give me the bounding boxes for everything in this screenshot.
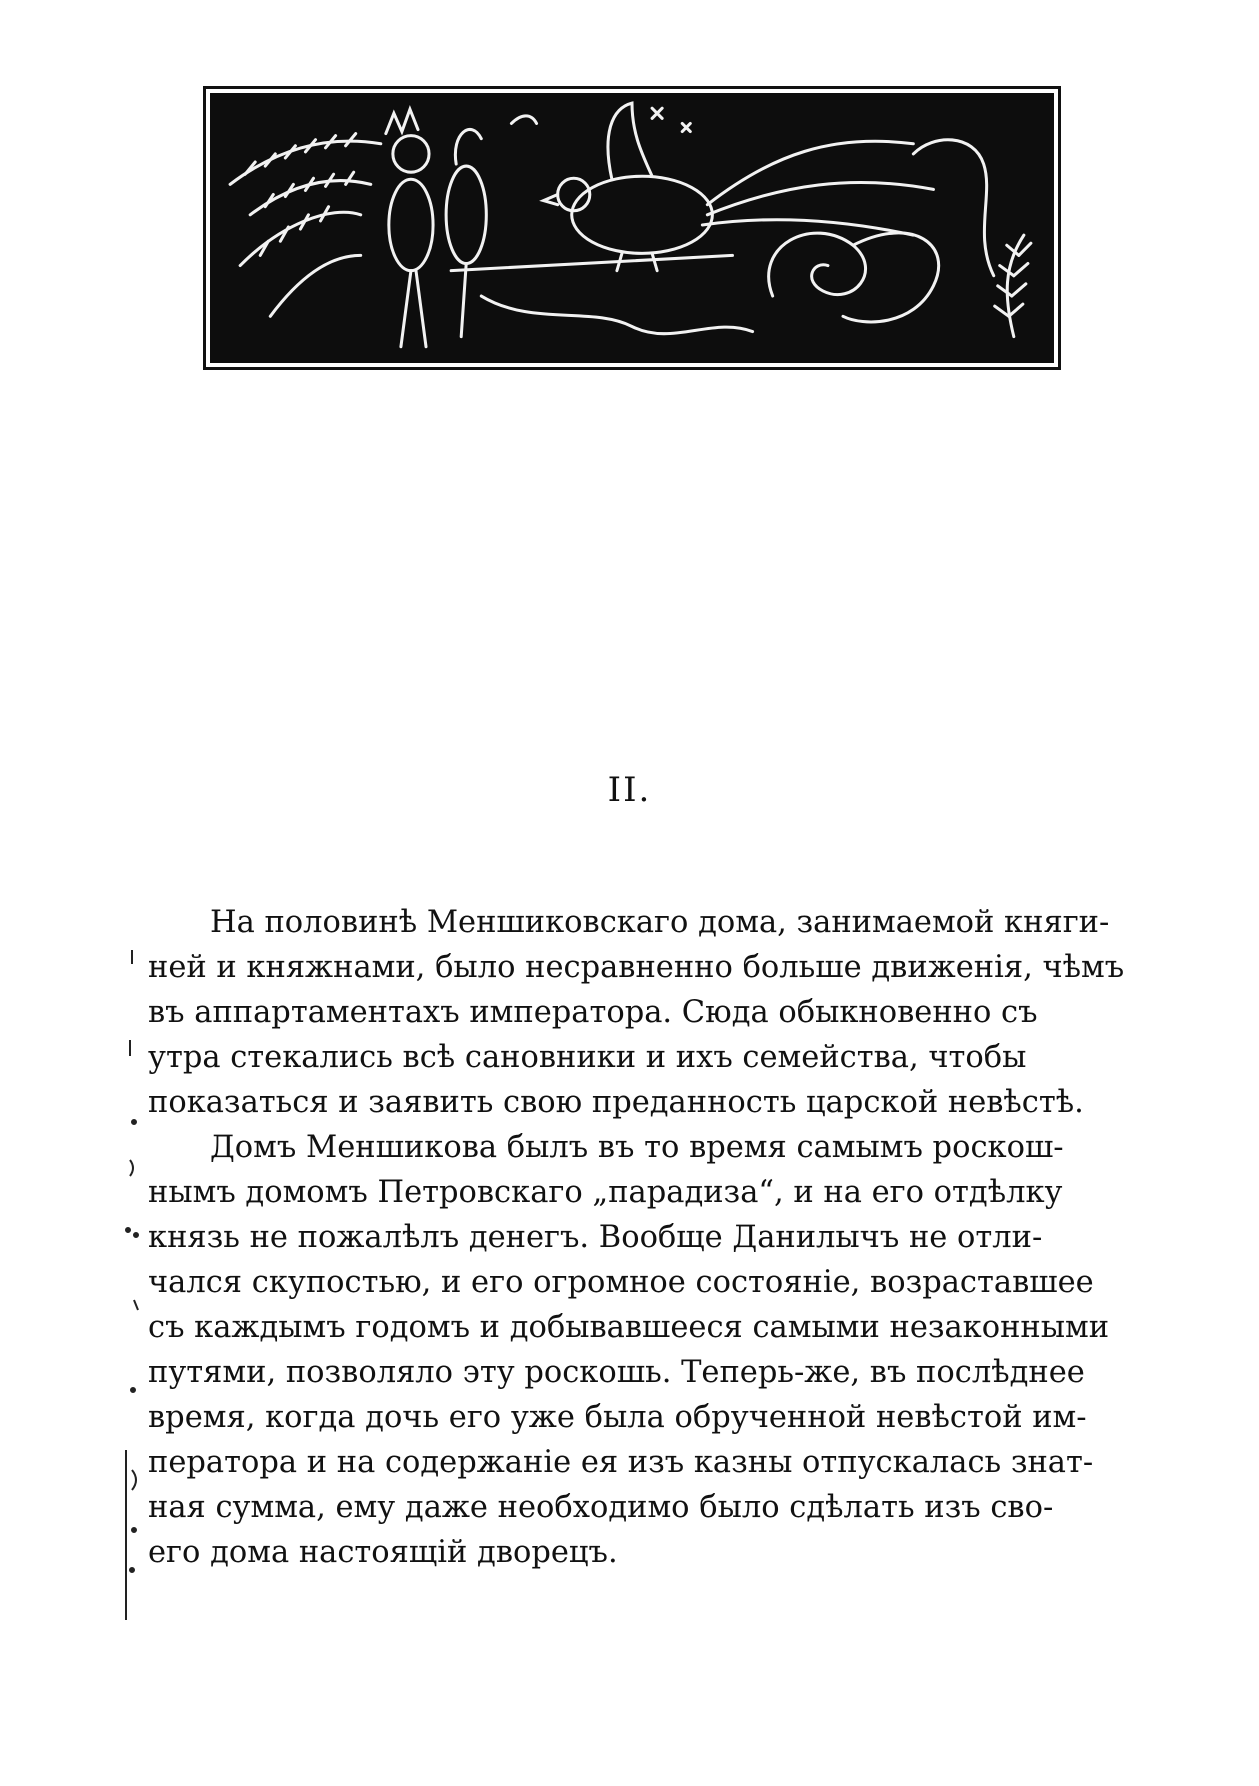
scan-margin-marks xyxy=(118,930,146,1620)
text-line: съ каждымъ годомъ и добывавшееся самыми незаконными xyxy=(148,1310,1110,1345)
text-line: ней и княжнами, было несравненно больше движенія, чѣмъ xyxy=(148,950,1125,985)
paragraph xyxy=(148,900,1126,1125)
body-text xyxy=(148,900,1126,1575)
text-line: князь не пожалѣлъ денегъ. Вообще Данилычъ не отли- xyxy=(148,1220,1043,1255)
text-line: путями, позволяло эту роскошь. Теперь-же, въ послѣднее xyxy=(148,1355,1085,1390)
text-line: нымъ домомъ Петровскаго „парадиза“, и на его отдѣлку xyxy=(148,1175,1063,1210)
chapter-number: II. xyxy=(607,770,652,810)
text-line: показаться и заявить свою преданность царской невѣстѣ. xyxy=(148,1085,1084,1120)
text-line: чался скупостью, и его огромное состояніе, возраставшее xyxy=(148,1265,1094,1300)
text-line: Домъ Меншикова былъ въ то время самымъ роскош- xyxy=(210,1130,1064,1165)
text-line: его дома настоящій дворецъ. xyxy=(148,1535,618,1570)
ornamental-birds-icon xyxy=(210,93,1054,363)
paragraph xyxy=(148,1125,1126,1575)
text-line: время, когда дочь его уже была обрученной невѣстой им- xyxy=(148,1400,1087,1435)
text-line: въ аппартаментахъ императора. Сюда обыкновенно съ xyxy=(148,995,1038,1030)
text-line: ная сумма, ему даже необходимо было сдѣлать изъ сво- xyxy=(148,1490,1054,1525)
text-line: ператора и на содержаніе ея изъ казны отпускалась знат- xyxy=(148,1445,1094,1480)
headpiece-ornament xyxy=(203,86,1061,370)
text-line: утра стекались всѣ сановники и ихъ семейства, чтобы xyxy=(148,1040,1027,1075)
text-line: На половинѣ Меншиковскаго дома, занимаемой княги- xyxy=(210,905,1110,940)
